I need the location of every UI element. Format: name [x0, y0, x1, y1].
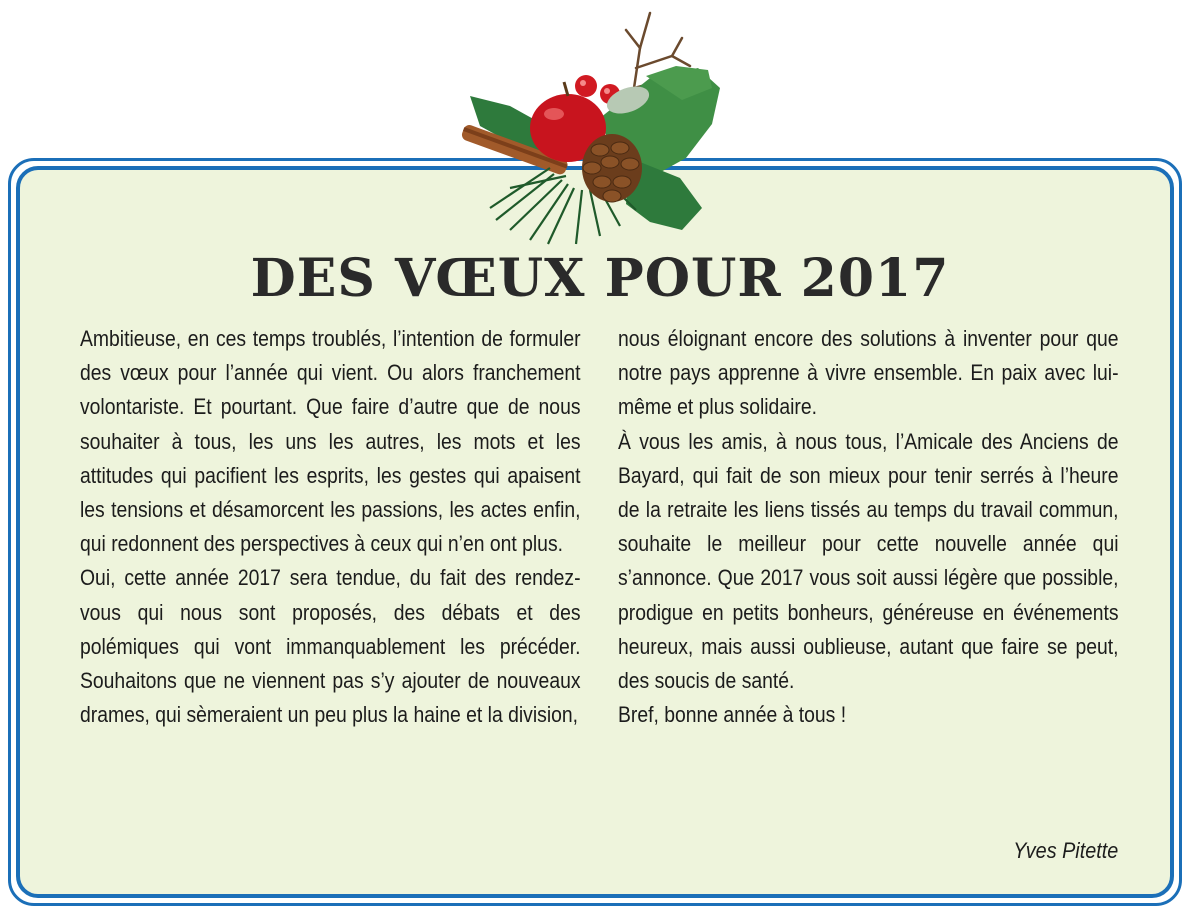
paragraph: Oui, cette année 2017 sera tendue, du fait des rendez-vous qui nous sont proposés, des débats et des polémiques qui vont immanquablement les précéder. Souhaitons que ne viennent pas s’y ajouter de nouveaux drames, qui sèmeraient un peu plus la haine et la division, — [80, 565, 581, 728]
signature: Yves Pitette — [1013, 838, 1118, 863]
christmas-decoration-icon — [450, 8, 750, 248]
paragraph: Ambitieuse, en ces temps troublés, l’intention de formuler des vœux pour l’année qui vient. Ou alors franchement volontariste. Et pourtant. Que faire d’autre que de nous souhaiter à tous, les uns les autres, les mots et les attitudes qui pacifient les esprits, les gestes qui apaisent les tensions et désamorcent les passions, les actes enfin, qui redonnent des perspectives à ceux qui n’en ont plus. — [80, 326, 581, 557]
left-column — [80, 322, 581, 732]
paragraph: nous éloignant encore des solutions à inventer pour que notre pays apprenne à vivre ensemble. En paix avec lui-même et plus solidaire. — [618, 326, 1119, 420]
right-column — [618, 322, 1119, 732]
paragraph: Bref, bonne année à tous ! — [618, 702, 847, 728]
paragraph: À vous les amis, à nous tous, l’Amicale des Anciens de Bayard, qui fait de son mieux pour tenir serrés à l’heure de la retraite les liens tissés au temps du travail commun, souhaite le meilleur pour cette nouvelle année qui s’annonce. Que 2017 vous soit aussi légère que possible, prodigue en petits bonheurs, généreuse en événements heureux, mais aussi oublieuse, autant que faire se peut, des soucis de santé. — [618, 428, 1119, 694]
page-title: DES VŒUX POUR 2017 — [250, 248, 950, 309]
